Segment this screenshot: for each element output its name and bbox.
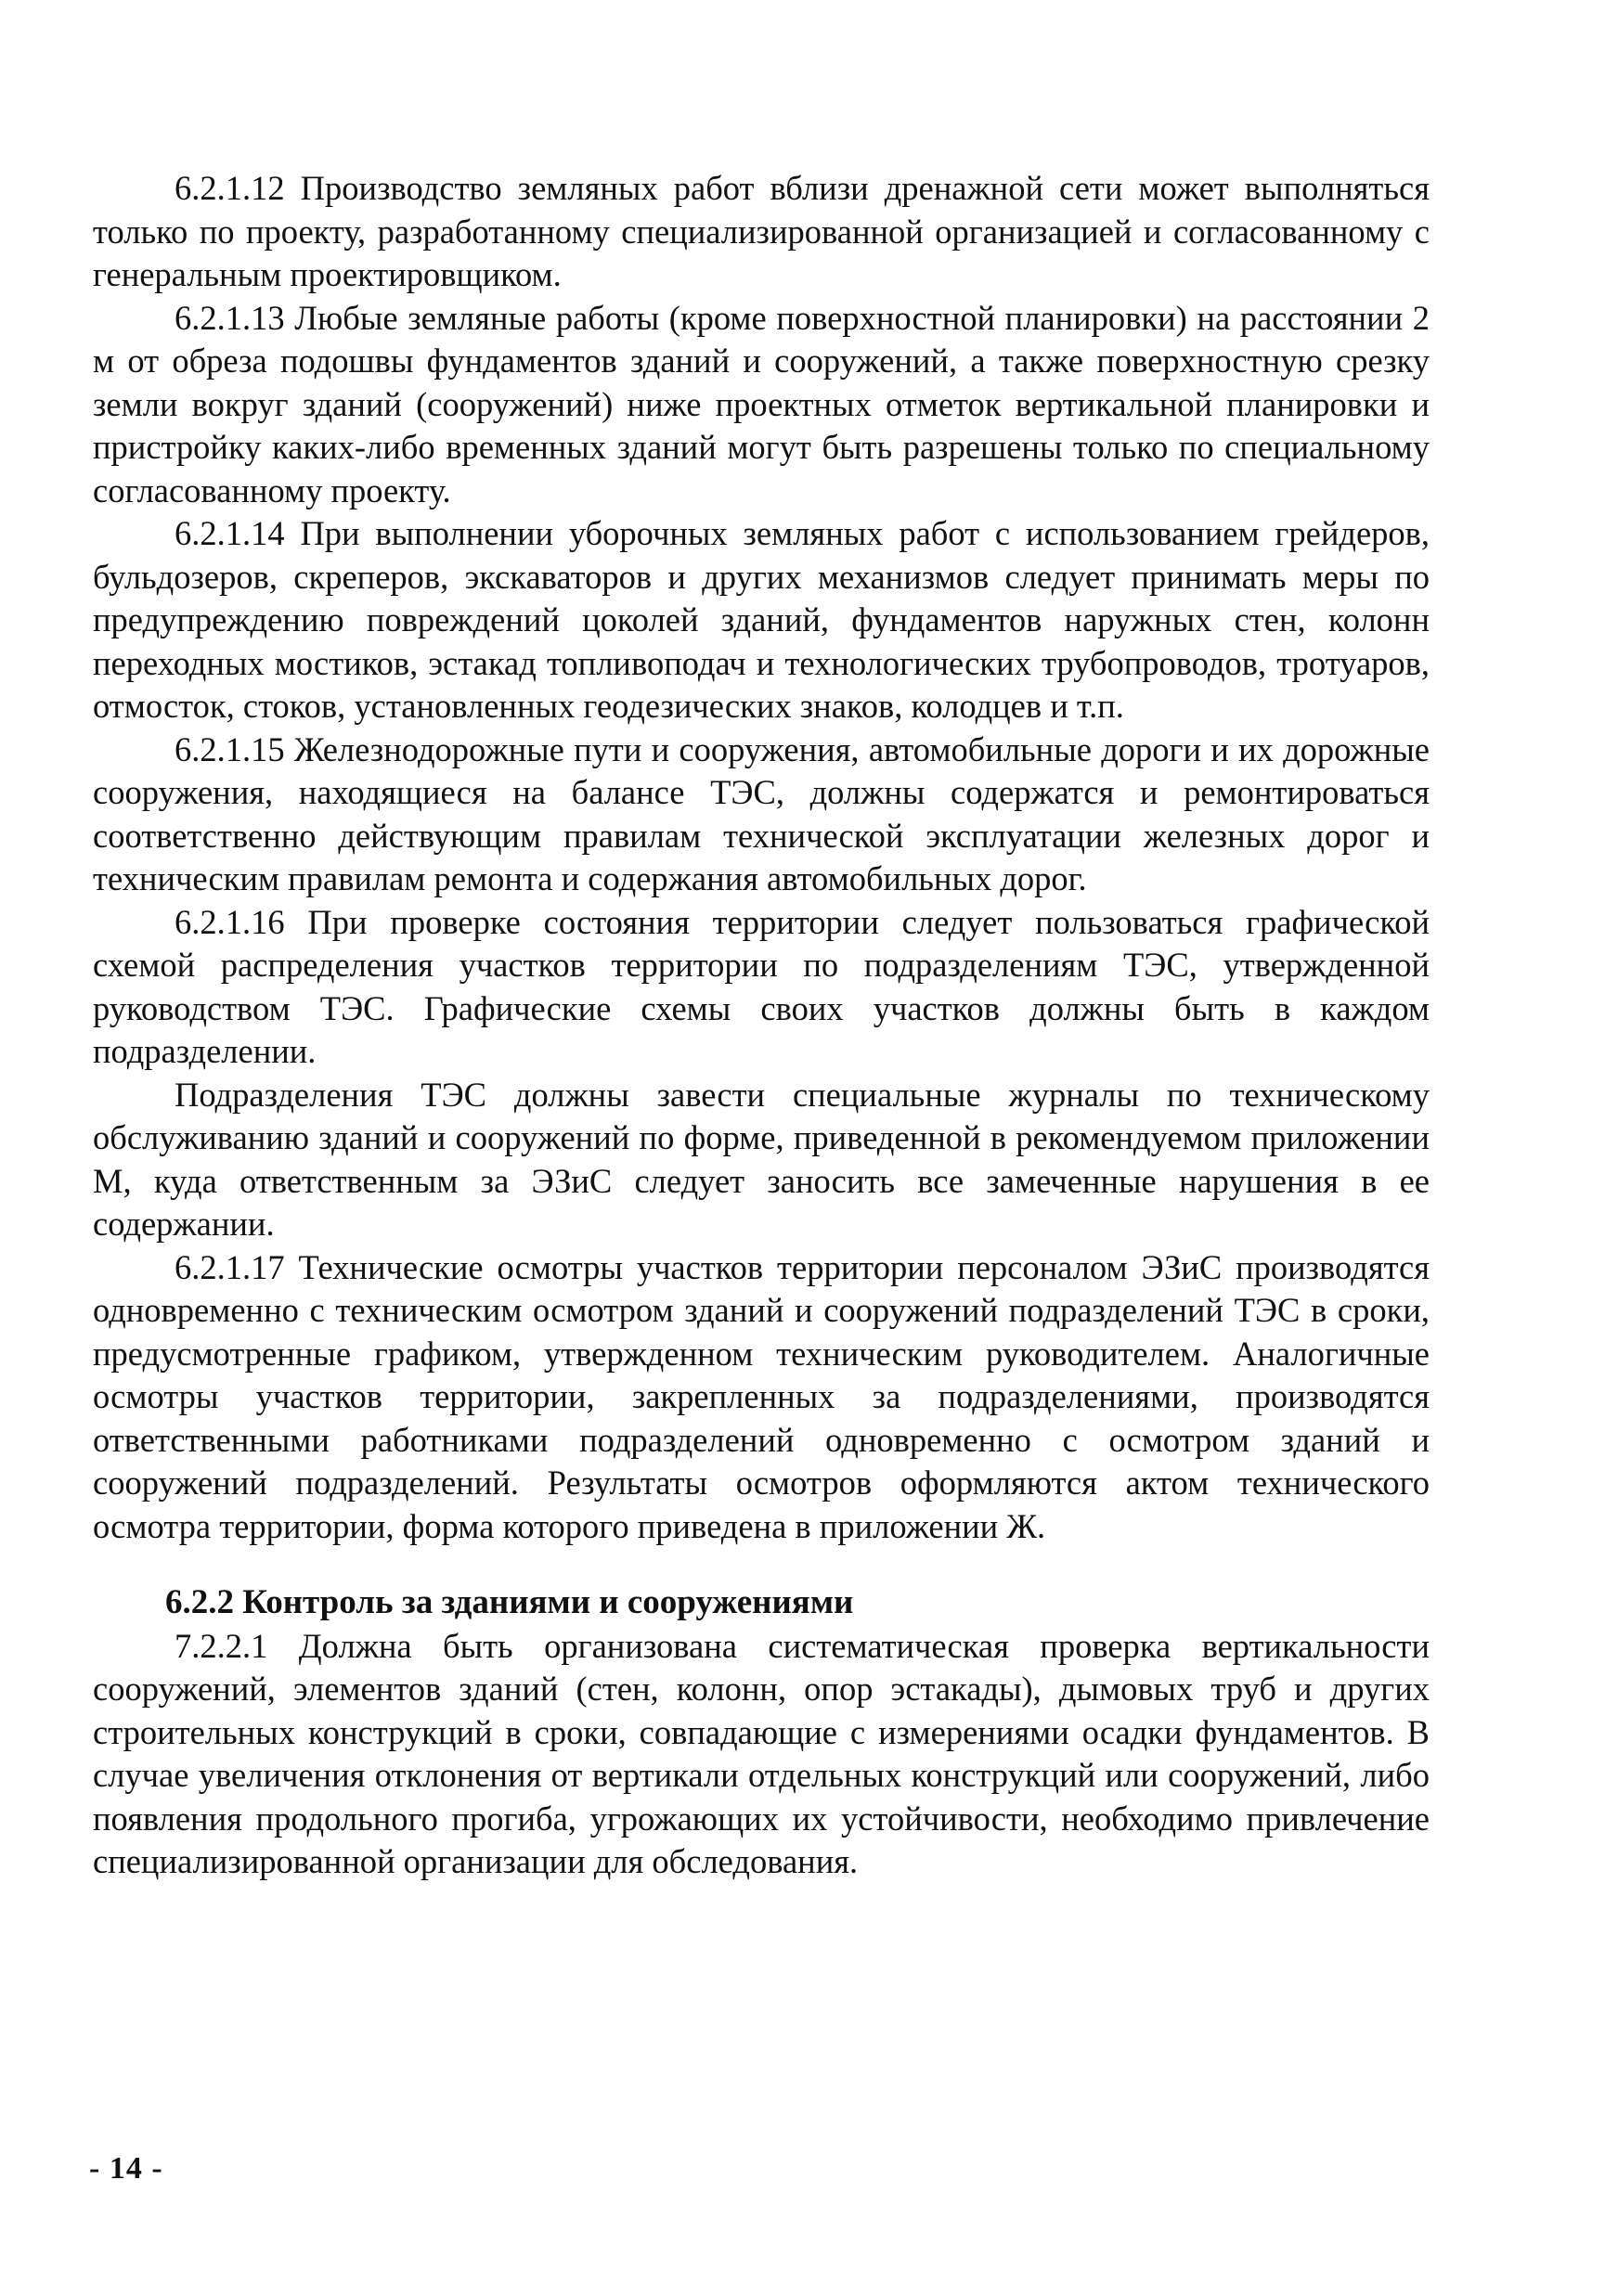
paragraph-6-2-1-16: 6.2.1.16 При проверке состояния территории следует пользоваться графической схемой распределения участков территории по подразделениям ТЭС, утвержденной руководством ТЭС. Графические схемы своих участков должны быть в каждом подразделении. (93, 902, 1430, 1070)
paragraph-6-2-1-13: 6.2.1.13 Любые земляные работы (кроме поверхностной планировки) на расстоянии 2 м от обреза подошвы фундаментов зданий и сооружений, а также поверхностную срезку земли вокруг зданий (сооружений) ниже проектных отметок вертикальной планировки и пристройку каких-либо временных зданий могут быть разрешены только по специальному согласованному проекту. (93, 298, 1430, 510)
page-number: - 14 - (89, 2151, 163, 2186)
paragraph-6-2-1-14: 6.2.1.14 При выполнении уборочных земляных работ с использованием грейдеров, бульдозеров, скреперов, экскаваторов и других механизмов следует принимать меры по предупреждению повреждений цоколей зданий, фундаментов наружных стен, колонн переходных мостиков, эстакад топливоподач и технологических трубопроводов, тротуаров, отмосток, стоков, установленных геодезических знаков, колодцев и т.п. (93, 514, 1430, 725)
paragraph-journals: Подразделения ТЭС должны завести специальные журналы по техническому обслуживанию зданий и сооружений по форме, приведенной в рекомендуемом приложении М, куда ответственным за ЭЗиС следует заносить все замеченные нарушения в ее содержании. (93, 1075, 1430, 1243)
paragraph-6-2-1-12: 6.2.1.12 Производство земляных работ вблизи дренажной сети может выполняться только по проекту, разработанному специализированной организацией и согласованному с генеральным проектировщиком. (93, 169, 1430, 293)
section-heading: 6.2.2 Контроль за зданиями и сооружениями (165, 1583, 854, 1621)
paragraph-6-2-1-17: 6.2.1.17 Технические осмотры участков территории персоналом ЭЗиС производятся одновременно с техническим осмотром зданий и сооружений подразделений ТЭС в сроки, предусмотренные графиком, утвержденном техническим руководителем. Аналогичные осмотры участков территории, закрепленных за подразделениями, производятся ответственными работниками подразделений одновременно с осмотром зданий и сооружений подразделений. Результаты осмотров оформляются актом технического осмотра территории, форма которого приведена в приложении Ж. (93, 1247, 1430, 1545)
paragraph-6-2-1-15: 6.2.1.15 Железнодорожные пути и сооружения, автомобильные дороги и их дорожные сооружения, находящиеся на балансе ТЭС, должны содержатся и ремонтироваться соответственно действующим правилам технической эксплуатации железных дорог и техническим правилам ремонта и содержания автомобильных дорог. (93, 729, 1430, 897)
document-body (93, 167, 1430, 1884)
paragraph-7-2-2-1: 7.2.2.1 Должна быть организована систематическая проверка вертикальности сооружений, элементов зданий (стен, колонн, опор эстакады), дымовых труб и других строительных конструкций в сроки, совпадающие с измерениями осадки фундаментов. В случае увеличения отклонения от вертикали отдельных конструкций или сооружений, либо появления продольного прогиба, угрожающих их устойчивости, необходимо привлечение специализированной организации для обследования. (93, 1626, 1430, 1880)
